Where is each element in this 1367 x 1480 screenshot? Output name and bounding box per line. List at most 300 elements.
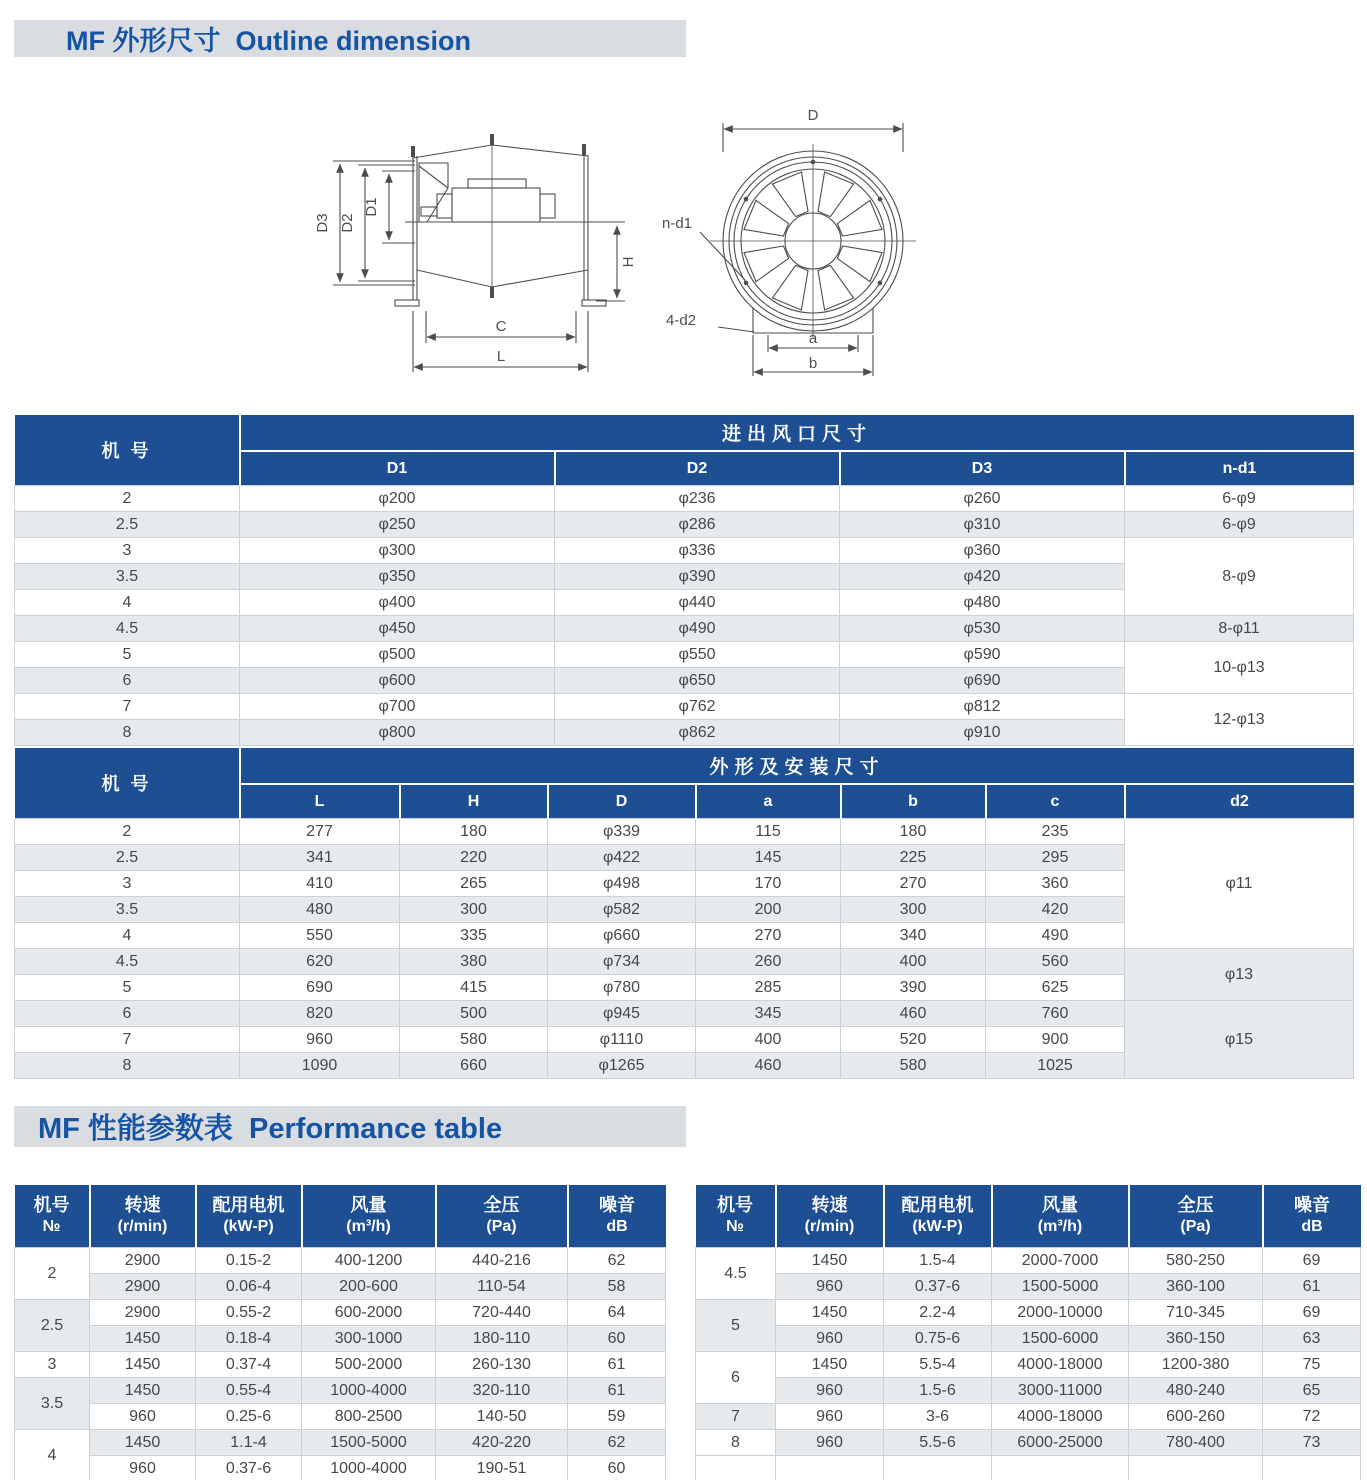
value-cell: 400	[841, 949, 986, 975]
value-cell: 480-240	[1129, 1378, 1263, 1404]
table-row	[696, 1352, 1361, 1378]
side-view-linework	[333, 145, 625, 372]
table-row	[15, 1001, 1354, 1027]
value-cell: 2900	[90, 1274, 196, 1300]
merged-value-cell: φ15	[1125, 1001, 1354, 1079]
value-cell: 580	[841, 1053, 986, 1079]
machine-no-cell: 3.5	[15, 897, 240, 923]
column-header: b	[841, 784, 986, 819]
header-line-2: (kW-P)	[223, 1218, 274, 1236]
machine-no-cell: 4.5	[15, 949, 240, 975]
group-header: 进出风口尺寸	[240, 415, 1354, 451]
value-cell: 62	[568, 1248, 666, 1274]
value-cell: φ500	[240, 642, 555, 668]
empty-cell	[992, 1456, 1129, 1480]
value-cell: 300	[841, 897, 986, 923]
value-cell: 960	[90, 1456, 196, 1480]
value-cell: 72	[1263, 1404, 1361, 1430]
header-line-2: (Pa)	[1180, 1218, 1211, 1236]
column-header: D	[548, 784, 696, 819]
value-cell: 960	[776, 1430, 884, 1456]
value-cell: 360-100	[1129, 1274, 1263, 1300]
value-cell: 265	[400, 871, 548, 897]
value-cell: 2.2-4	[884, 1300, 992, 1326]
value-cell: 780-400	[1129, 1430, 1263, 1456]
machine-no-cell: 7	[15, 1027, 240, 1053]
column-header	[1263, 1185, 1361, 1248]
value-cell: 1450	[90, 1352, 196, 1378]
value-cell: 580	[400, 1027, 548, 1053]
value-cell: 480	[240, 897, 400, 923]
value-cell: 420	[986, 897, 1125, 923]
column-header	[302, 1185, 436, 1248]
value-cell: 75	[1263, 1352, 1361, 1378]
column-header: D2	[555, 451, 840, 486]
table-row	[15, 1300, 666, 1326]
header-line-2: (Pa)	[486, 1218, 517, 1236]
value-cell: φ390	[555, 564, 840, 590]
value-cell: 62	[568, 1430, 666, 1456]
value-cell: φ734	[548, 949, 696, 975]
value-cell: 400	[696, 1027, 841, 1053]
column-header: n-d1	[1125, 451, 1354, 486]
value-cell: 560	[986, 949, 1125, 975]
value-cell: 360-150	[1129, 1326, 1263, 1352]
value-cell: 800-2500	[302, 1404, 436, 1430]
table-row	[15, 1274, 666, 1300]
value-cell: φ350	[240, 564, 555, 590]
table-row	[696, 1430, 1361, 1456]
table-row	[696, 1404, 1361, 1430]
dim-label-4-d2: 4-d2	[666, 312, 697, 329]
value-cell: φ660	[548, 923, 696, 949]
value-cell: φ530	[840, 616, 1125, 642]
header-line-1: 全压	[483, 1195, 520, 1216]
value-cell: 0.75-6	[884, 1326, 992, 1352]
machine-no-cell: 5	[15, 975, 240, 1001]
value-cell: 340	[841, 923, 986, 949]
value-cell: φ440	[555, 590, 840, 616]
header-line-2: №	[726, 1218, 744, 1236]
machine-no-cell: 3	[15, 871, 240, 897]
value-cell: φ260	[840, 486, 1125, 512]
value-cell: 490	[986, 923, 1125, 949]
value-cell: φ339	[548, 819, 696, 845]
value-cell: 58	[568, 1274, 666, 1300]
machine-no-cell: 8	[696, 1430, 776, 1456]
value-cell: 410	[240, 871, 400, 897]
column-header: a	[696, 784, 841, 819]
header-line-2: (r/min)	[804, 1218, 855, 1236]
machine-no-cell: 7	[696, 1404, 776, 1430]
dim-label-c: C	[495, 318, 507, 335]
header-line-1: 转速	[124, 1195, 161, 1216]
value-cell: 4000-18000	[992, 1404, 1129, 1430]
value-cell: 960	[776, 1404, 884, 1430]
value-cell: φ310	[840, 512, 1125, 538]
group-header: 外形及安装尺寸	[240, 748, 1354, 784]
value-cell: 820	[240, 1001, 400, 1027]
header-line-2: dB	[606, 1218, 628, 1236]
value-cell: 145	[696, 845, 841, 871]
value-cell: 620	[240, 949, 400, 975]
value-cell: φ300	[240, 538, 555, 564]
value-cell: φ490	[555, 616, 840, 642]
value-cell: 335	[400, 923, 548, 949]
table-row	[15, 949, 1354, 975]
value-cell: 0.25-6	[196, 1404, 302, 1430]
empty-row	[696, 1456, 1361, 1480]
value-cell: 0.06-4	[196, 1274, 302, 1300]
table-row	[696, 1378, 1361, 1404]
value-cell: φ336	[555, 538, 840, 564]
table-row	[15, 1248, 666, 1274]
value-cell: 550	[240, 923, 400, 949]
merged-value-cell: 6-φ9	[1125, 512, 1354, 538]
value-cell: 200-600	[302, 1274, 436, 1300]
value-cell: 2900	[90, 1300, 196, 1326]
value-cell: 390	[841, 975, 986, 1001]
outline-installation-dimension-table	[14, 748, 1354, 1079]
value-cell: 295	[986, 845, 1125, 871]
value-cell: 60	[568, 1326, 666, 1352]
value-cell: φ1110	[548, 1027, 696, 1053]
value-cell: 420-220	[436, 1430, 568, 1456]
section-title-outline: MF 外形尺寸 Outline dimension	[66, 26, 471, 56]
column-header: L	[240, 784, 400, 819]
machine-no-cell: 2	[15, 1248, 90, 1300]
value-cell: 1450	[90, 1326, 196, 1352]
value-cell: 380	[400, 949, 548, 975]
header-line-2: №	[42, 1218, 61, 1236]
value-cell: 580-250	[1129, 1248, 1263, 1274]
value-cell: 69	[1263, 1300, 1361, 1326]
value-cell: φ400	[240, 590, 555, 616]
value-cell: 115	[696, 819, 841, 845]
value-cell: φ286	[555, 512, 840, 538]
value-cell: φ590	[840, 642, 1125, 668]
header-line-2: (m³/h)	[1037, 1218, 1083, 1236]
merged-value-cell: 10-φ13	[1125, 642, 1354, 694]
value-cell: 65	[1263, 1378, 1361, 1404]
merged-value-cell: 8-φ9	[1125, 538, 1354, 616]
value-cell: 1500-5000	[992, 1274, 1129, 1300]
value-cell: φ582	[548, 897, 696, 923]
table-row	[696, 1326, 1361, 1352]
value-cell: 1200-380	[1129, 1352, 1263, 1378]
header-line-1: 噪音	[1294, 1195, 1330, 1216]
column-header: c	[986, 784, 1125, 819]
value-cell: 1450	[90, 1378, 196, 1404]
empty-cell	[696, 1456, 776, 1480]
machine-no-cell: 2.5	[15, 512, 240, 538]
value-cell: 415	[400, 975, 548, 1001]
value-cell: 59	[568, 1404, 666, 1430]
machine-no-cell: 7	[15, 694, 240, 720]
machine-no-cell: 8	[15, 1053, 240, 1079]
performance-table-right	[695, 1185, 1361, 1480]
value-cell: 170	[696, 871, 841, 897]
machine-no-cell: 5	[15, 642, 240, 668]
value-cell: φ200	[240, 486, 555, 512]
machine-no-cell: 3	[15, 1352, 90, 1378]
value-cell: φ650	[555, 668, 840, 694]
empty-cell	[1129, 1456, 1263, 1480]
value-cell: φ236	[555, 486, 840, 512]
header-line-1: 转速	[811, 1195, 848, 1216]
value-cell: 260-130	[436, 1352, 568, 1378]
value-cell: φ360	[840, 538, 1125, 564]
table-row	[15, 1456, 666, 1480]
table-row	[15, 1352, 666, 1378]
value-cell: 180	[841, 819, 986, 845]
merged-value-cell: 12-φ13	[1125, 694, 1354, 746]
machine-no-header: 机 号	[15, 748, 240, 819]
value-cell: 760	[986, 1001, 1125, 1027]
value-cell: 270	[696, 923, 841, 949]
value-cell: 440-216	[436, 1248, 568, 1274]
value-cell: 0.15-2	[196, 1248, 302, 1274]
machine-no-cell: 2.5	[15, 1300, 90, 1352]
value-cell: 500	[400, 1001, 548, 1027]
header-line-1: 配用电机	[901, 1195, 974, 1216]
value-cell: φ498	[548, 871, 696, 897]
machine-no-cell: 3.5	[15, 564, 240, 590]
dim-label-b: b	[808, 355, 818, 372]
column-header	[90, 1185, 196, 1248]
value-cell: 1450	[90, 1430, 196, 1456]
value-cell: 625	[986, 975, 1125, 1001]
header-line-1: 机号	[33, 1195, 70, 1216]
table-row	[15, 1430, 666, 1456]
value-cell: φ450	[240, 616, 555, 642]
value-cell: 1500-6000	[992, 1326, 1129, 1352]
value-cell: φ862	[555, 720, 840, 746]
value-cell: 660	[400, 1053, 548, 1079]
dim-label-h: H	[620, 256, 637, 268]
value-cell: 4000-18000	[992, 1352, 1129, 1378]
header-line-1: 风量	[350, 1195, 387, 1216]
dim-label-d1: D1	[363, 197, 380, 217]
section-title-outline-bar	[14, 20, 686, 57]
header-line-1: 全压	[1177, 1195, 1214, 1216]
value-cell: 60	[568, 1456, 666, 1480]
value-cell: 1450	[776, 1352, 884, 1378]
section-title-performance: MF 性能参数表 Performance table	[38, 1113, 503, 1145]
merged-value-cell: 8-φ11	[1125, 616, 1354, 642]
value-cell: φ800	[240, 720, 555, 746]
value-cell: 61	[568, 1378, 666, 1404]
column-header	[776, 1185, 884, 1248]
machine-no-cell: 6	[696, 1352, 776, 1404]
machine-no-cell: 2	[15, 486, 240, 512]
empty-cell	[1263, 1456, 1361, 1480]
table-row	[15, 1326, 666, 1352]
value-cell: 73	[1263, 1430, 1361, 1456]
machine-no-cell: 3.5	[15, 1378, 90, 1430]
value-cell: 960	[240, 1027, 400, 1053]
value-cell: 960	[776, 1378, 884, 1404]
dim-label-d2: D2	[339, 213, 356, 233]
column-header	[1129, 1185, 1263, 1248]
table-row	[15, 1378, 666, 1404]
value-cell: 69	[1263, 1248, 1361, 1274]
value-cell: 600-2000	[302, 1300, 436, 1326]
value-cell: 960	[776, 1326, 884, 1352]
value-cell: 500-2000	[302, 1352, 436, 1378]
table-row	[696, 1248, 1361, 1274]
value-cell: 360	[986, 871, 1125, 897]
header-line-2: (r/min)	[117, 1218, 168, 1236]
table-row	[15, 642, 1354, 668]
fan-side-view-drawing	[285, 108, 685, 398]
value-cell: 5.5-4	[884, 1352, 992, 1378]
merged-value-cell: φ13	[1125, 949, 1354, 1001]
dim-label-d3: D3	[314, 213, 331, 233]
machine-no-cell: 8	[15, 720, 240, 746]
header-line-2: (kW-P)	[912, 1218, 963, 1236]
value-cell: 1.5-4	[884, 1248, 992, 1274]
value-cell: φ780	[548, 975, 696, 1001]
value-cell: 3-6	[884, 1404, 992, 1430]
value-cell: 63	[1263, 1326, 1361, 1352]
value-cell: 0.55-2	[196, 1300, 302, 1326]
value-cell: 64	[568, 1300, 666, 1326]
machine-no-cell: 3	[15, 538, 240, 564]
column-header: D1	[240, 451, 555, 486]
value-cell: 0.37-6	[884, 1274, 992, 1300]
dim-label-n-d1: n-d1	[662, 215, 693, 232]
value-cell: φ600	[240, 668, 555, 694]
value-cell: 225	[841, 845, 986, 871]
column-header: H	[400, 784, 548, 819]
column-header	[696, 1185, 776, 1248]
value-cell: 345	[696, 1001, 841, 1027]
value-cell: 300	[400, 897, 548, 923]
value-cell: 0.55-4	[196, 1378, 302, 1404]
value-cell: 1025	[986, 1053, 1125, 1079]
machine-no-cell: 4	[15, 590, 240, 616]
value-cell: 180	[400, 819, 548, 845]
value-cell: 3000-11000	[992, 1378, 1129, 1404]
performance-table-left	[14, 1185, 666, 1480]
value-cell: 0.37-4	[196, 1352, 302, 1378]
value-cell: φ700	[240, 694, 555, 720]
value-cell: 320-110	[436, 1378, 568, 1404]
inlet-outlet-dimension-table	[14, 415, 1354, 746]
column-header	[196, 1185, 302, 1248]
value-cell: 1000-4000	[302, 1378, 436, 1404]
machine-no-cell: 4	[15, 923, 240, 949]
column-header	[884, 1185, 992, 1248]
value-cell: 400-1200	[302, 1248, 436, 1274]
machine-no-cell: 4.5	[696, 1248, 776, 1300]
value-cell: φ480	[840, 590, 1125, 616]
value-cell: 710-345	[1129, 1300, 1263, 1326]
value-cell: φ690	[840, 668, 1125, 694]
machine-no-cell: 2.5	[15, 845, 240, 871]
value-cell: 270	[841, 871, 986, 897]
value-cell: 2000-10000	[992, 1300, 1129, 1326]
dim-label-l: L	[496, 348, 506, 365]
machine-no-cell: 4	[15, 1430, 90, 1480]
value-cell: 1.5-6	[884, 1378, 992, 1404]
dim-label-d: D	[807, 107, 819, 124]
header-line-1: 机号	[717, 1195, 753, 1216]
value-cell: 180-110	[436, 1326, 568, 1352]
value-cell: 2000-7000	[992, 1248, 1129, 1274]
table-row	[696, 1300, 1361, 1326]
empty-cell	[884, 1456, 992, 1480]
value-cell: 600-260	[1129, 1404, 1263, 1430]
value-cell: 900	[986, 1027, 1125, 1053]
value-cell: 1.1-4	[196, 1430, 302, 1456]
section-title-performance-bar	[14, 1106, 686, 1147]
table-row	[15, 1404, 666, 1430]
value-cell: φ1265	[548, 1053, 696, 1079]
table-row	[15, 538, 1354, 564]
table-row	[15, 819, 1354, 845]
value-cell: 0.18-4	[196, 1326, 302, 1352]
value-cell: 960	[90, 1404, 196, 1430]
value-cell: 1450	[776, 1248, 884, 1274]
value-cell: 190-51	[436, 1456, 568, 1480]
value-cell: 1000-4000	[302, 1456, 436, 1480]
value-cell: 0.37-6	[196, 1456, 302, 1480]
machine-no-cell: 2	[15, 819, 240, 845]
value-cell: 260	[696, 949, 841, 975]
header-line-2: (m³/h)	[346, 1218, 391, 1236]
value-cell: 300-1000	[302, 1326, 436, 1352]
value-cell: φ910	[840, 720, 1125, 746]
value-cell: φ250	[240, 512, 555, 538]
value-cell: 200	[696, 897, 841, 923]
value-cell: 61	[1263, 1274, 1361, 1300]
table-row	[15, 512, 1354, 538]
machine-no-cell: 6	[15, 668, 240, 694]
value-cell: 110-54	[436, 1274, 568, 1300]
value-cell: 220	[400, 845, 548, 871]
value-cell: 6000-25000	[992, 1430, 1129, 1456]
value-cell: φ550	[555, 642, 840, 668]
value-cell: 720-440	[436, 1300, 568, 1326]
header-line-1: 噪音	[599, 1195, 635, 1216]
value-cell: 1090	[240, 1053, 400, 1079]
column-header	[992, 1185, 1129, 1248]
fan-front-view-drawing	[648, 96, 983, 398]
value-cell: 341	[240, 845, 400, 871]
machine-no-cell: 4.5	[15, 616, 240, 642]
value-cell: 61	[568, 1352, 666, 1378]
value-cell: 235	[986, 819, 1125, 845]
value-cell: 460	[696, 1053, 841, 1079]
table-row	[15, 616, 1354, 642]
value-cell: φ812	[840, 694, 1125, 720]
column-header: d2	[1125, 784, 1354, 819]
value-cell: 2900	[90, 1248, 196, 1274]
value-cell: 690	[240, 975, 400, 1001]
header-line-2: dB	[1301, 1218, 1323, 1236]
value-cell: 1500-5000	[302, 1430, 436, 1456]
column-header: D3	[840, 451, 1125, 486]
header-line-1: 风量	[1042, 1195, 1078, 1216]
value-cell: 1450	[776, 1300, 884, 1326]
machine-no-header: 机 号	[15, 415, 240, 486]
value-cell: 140-50	[436, 1404, 568, 1430]
empty-cell	[776, 1456, 884, 1480]
table-row	[15, 486, 1354, 512]
table-row	[15, 694, 1354, 720]
